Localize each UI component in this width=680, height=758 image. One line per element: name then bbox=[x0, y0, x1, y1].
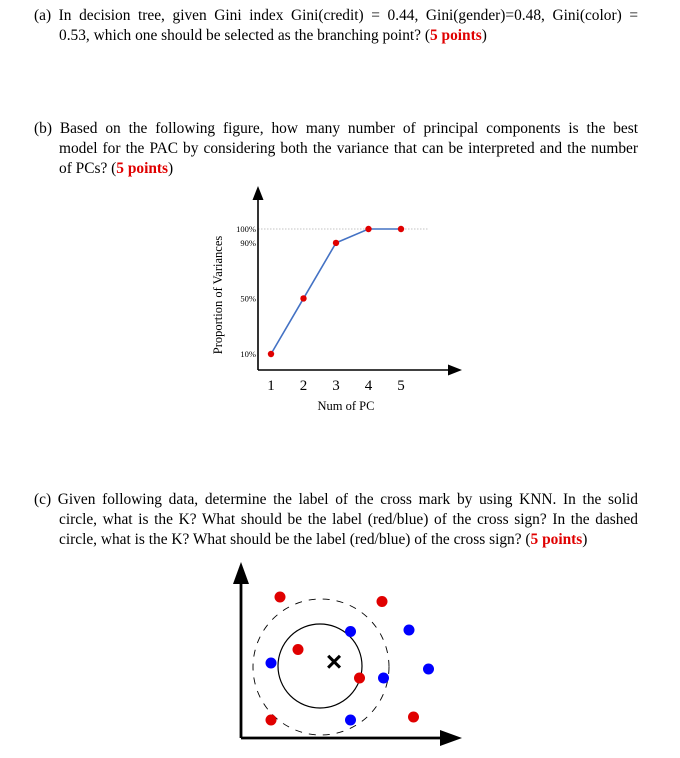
points-badge-c: 5 points bbox=[530, 531, 583, 548]
knn-x-axis-arrowhead bbox=[440, 730, 462, 746]
question-a-line-1: (a) In decision tree, given Gini index Gini(credit) = 0.44, Gini(gender)=0.48, Gini(color) = bbox=[34, 7, 638, 24]
question-c-line-3-close: ) bbox=[582, 531, 588, 548]
knn-red-point bbox=[408, 712, 419, 723]
knn-red-point bbox=[275, 592, 286, 603]
question-b-line-3-close: ) bbox=[168, 160, 174, 177]
knn-red-point bbox=[354, 673, 365, 684]
chart-xlabel: Num of PC bbox=[317, 399, 375, 413]
knn-blue-point bbox=[423, 664, 434, 675]
chart-xtick-label: 3 bbox=[332, 378, 340, 394]
knn-y-axis-arrowhead bbox=[233, 562, 249, 584]
question-a-line-2-text: 0.53, which one should be selected as the branching point? ( bbox=[59, 27, 430, 44]
question-a-line-2-close: ) bbox=[481, 27, 487, 44]
chart-xtick-label: 4 bbox=[364, 378, 373, 394]
knn-red-point bbox=[377, 596, 388, 607]
chart-xtick-label: 2 bbox=[299, 378, 308, 394]
chart-ytick-label: 100% bbox=[236, 224, 256, 234]
knn-blue-point bbox=[345, 626, 356, 637]
question-c-line-3-text: circle, what is the K? What should be the label (red/blue) of the cross sign? ( bbox=[59, 531, 531, 548]
points-badge-b: 5 points bbox=[116, 160, 169, 177]
knn-blue-point bbox=[266, 658, 277, 669]
knn-red-point bbox=[293, 644, 304, 655]
knn-blue-point bbox=[404, 625, 415, 636]
chart-ytick-label: 10% bbox=[240, 349, 256, 359]
chart-ytick-label: 90% bbox=[240, 237, 256, 248]
question-c-line-1: (c) Given following data, determine the label of the cross mark by using KNN. In the solid bbox=[34, 491, 638, 508]
chart-ylabel: Proportion of Variances bbox=[211, 235, 225, 355]
question-b-line-1: (b) Based on the following figure, how many number of principal components is the best bbox=[34, 120, 638, 137]
chart-ytick-label: 50% bbox=[240, 293, 256, 304]
question-b-line-2: model for the PAC by considering both the variance that can be interpreted and the number bbox=[59, 140, 638, 157]
question-c-line-2: circle, what is the K? What should be the label (red/blue) of the cross sign? In the dashed bbox=[59, 511, 638, 528]
points-badge-a: 5 points bbox=[429, 27, 482, 44]
question-b-line-3-text: of PCs? ( bbox=[59, 160, 117, 177]
chart-xtick-label: 5 bbox=[397, 378, 405, 394]
knn-blue-point bbox=[345, 715, 356, 726]
chart-xtick-label: 1 bbox=[267, 378, 275, 394]
knn-cross-mark: × bbox=[325, 646, 343, 677]
knn-red-point bbox=[266, 715, 277, 726]
knn-blue-point bbox=[378, 673, 389, 684]
